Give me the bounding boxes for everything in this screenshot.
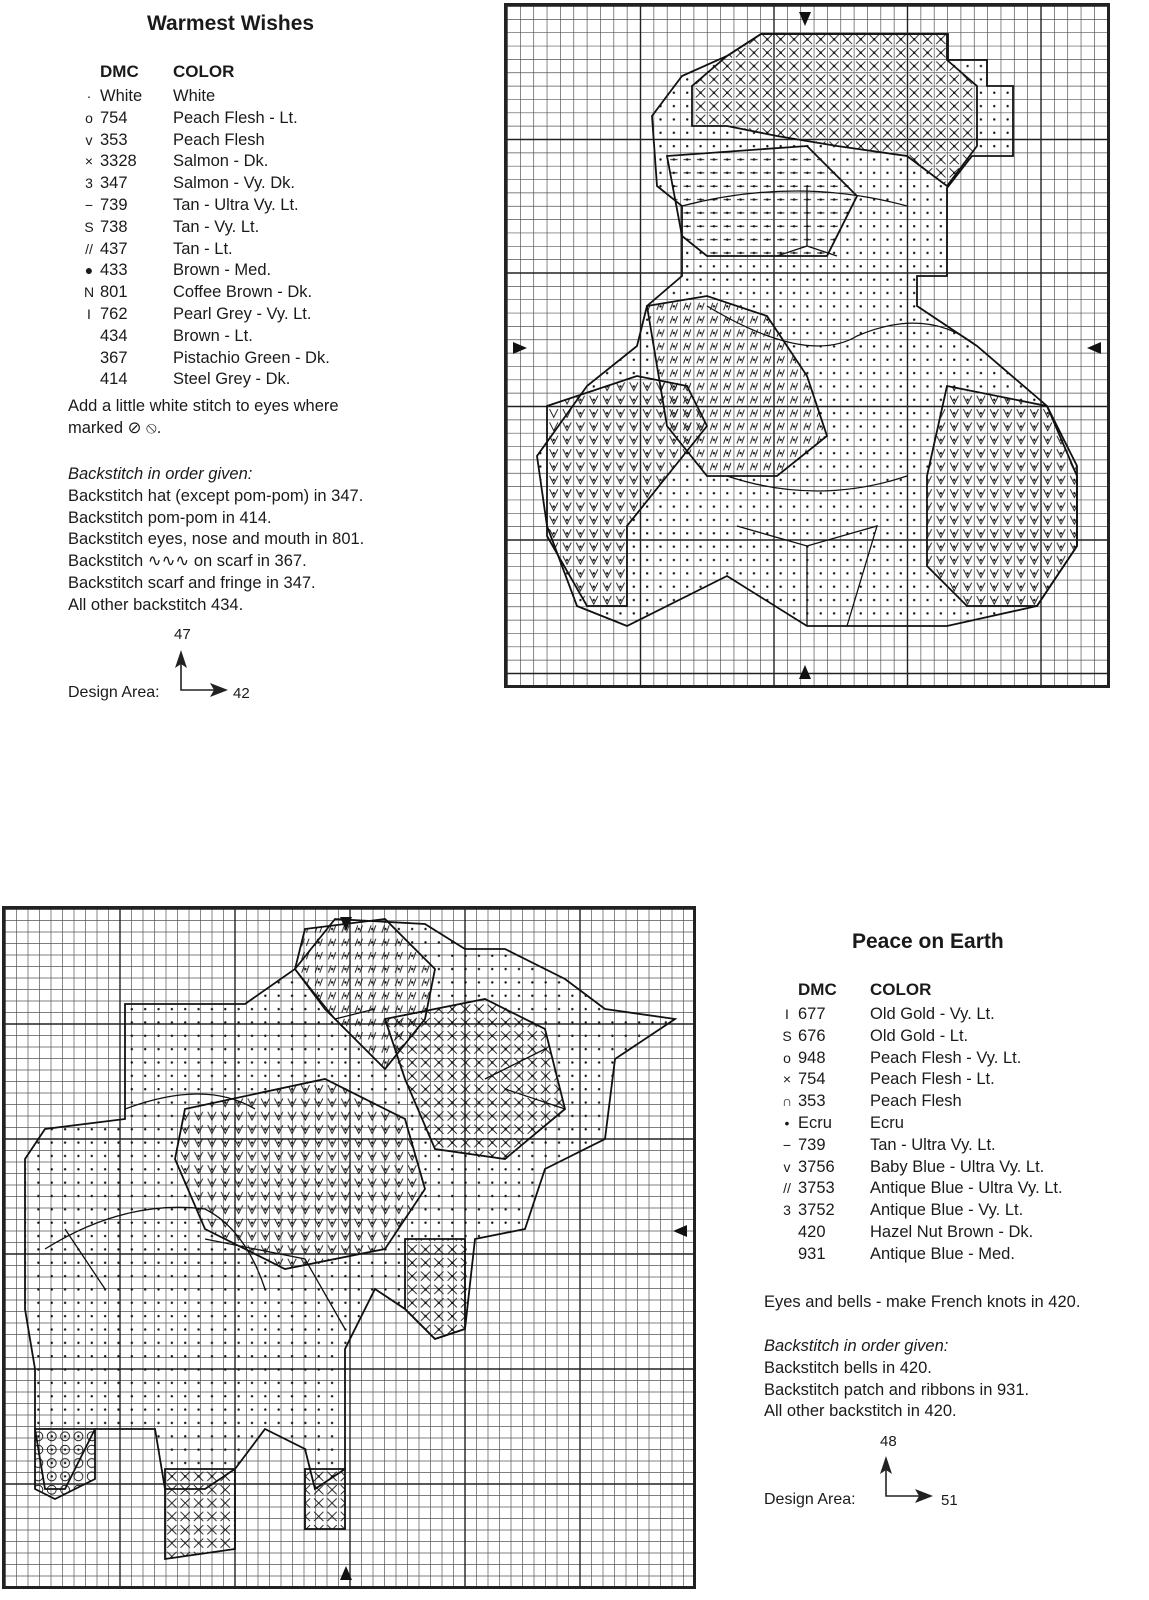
dmc-code: Ecru — [798, 1113, 832, 1132]
peace-on-earth-chart — [2, 906, 696, 1589]
legend-rows — [778, 1004, 1138, 1266]
dmc-code: 353 — [798, 1092, 826, 1111]
backstitch-instruction: All other backstitch 434. — [68, 595, 244, 614]
warmest-wishes-title: Warmest Wishes — [147, 12, 315, 35]
dmc-code: 367 — [100, 348, 128, 367]
color-name: Salmon - Vy. Dk. — [173, 174, 295, 193]
legend-header — [80, 62, 410, 86]
dmc-code: 801 — [100, 283, 128, 302]
backstitch-instruction: Backstitch hat (except pom-pom) in 347. — [68, 486, 364, 505]
color-name: Antique Blue - Vy. Lt. — [870, 1201, 1024, 1220]
stitch-symbol: S — [84, 218, 94, 235]
dmc-code: 434 — [100, 326, 128, 345]
color-name: Pistachio Green - Dk. — [173, 348, 330, 367]
design-area-label: Design Area: — [764, 1491, 856, 1508]
legend-row — [80, 326, 410, 348]
stitch-symbol: ∩ — [781, 1093, 793, 1110]
dmc-code: 762 — [100, 304, 128, 323]
color-name: Peach Flesh - Vy. Lt. — [870, 1048, 1022, 1067]
dmc-code: 3756 — [798, 1157, 835, 1176]
peace-french-knot-note: Eyes and bells - make French knots in 420. — [764, 1293, 1081, 1311]
legend-row — [80, 108, 410, 130]
warmest-white-note — [68, 396, 339, 440]
stitch-symbol: I — [87, 305, 91, 322]
chart-grid — [5, 909, 693, 1586]
legend-row — [80, 217, 410, 239]
color-name: Hazel Nut Brown - Dk. — [870, 1222, 1034, 1241]
stitch-symbol: v — [85, 131, 93, 148]
dmc-code: 420 — [798, 1222, 826, 1241]
warmest-wishes-chart — [504, 3, 1110, 688]
color-name: Tan - Ultra Vy. Lt. — [870, 1135, 996, 1154]
legend-row — [778, 1222, 1138, 1244]
color-name: Peach Flesh — [173, 130, 265, 149]
dmc-code: 437 — [100, 239, 128, 258]
legend-row — [80, 239, 410, 261]
legend-rows — [80, 86, 410, 391]
legend-row — [80, 260, 410, 282]
dmc-code: 948 — [798, 1048, 826, 1067]
backstitch-list — [764, 1358, 1029, 1423]
dmc-code: 3753 — [798, 1179, 835, 1198]
dmc-code: 738 — [100, 217, 128, 236]
color-column-header: COLOR — [870, 980, 932, 999]
color-name: Coffee Brown - Dk. — [173, 283, 313, 302]
stitch-symbol: × — [84, 153, 94, 170]
legend-header — [778, 980, 1138, 1004]
warmest-backstitch-notes — [68, 464, 364, 617]
white-note-line2: marked ⊘ ⦸. — [68, 418, 162, 437]
color-name: Baby Blue - Ultra Vy. Lt. — [870, 1157, 1045, 1176]
dmc-code: 433 — [100, 261, 128, 280]
legend-row — [80, 369, 410, 391]
backstitch-instruction: All other backstitch in 420. — [764, 1402, 957, 1421]
legend-row — [778, 1178, 1138, 1200]
warmest-legend — [80, 62, 410, 391]
pattern-region — [305, 1469, 345, 1529]
backstitch-instruction: Backstitch ∿∿∿ on scarf in 367. — [68, 552, 307, 571]
design-height: 47 — [174, 626, 191, 643]
color-name: Peach Flesh — [870, 1092, 962, 1111]
dmc-code: White — [100, 87, 143, 105]
color-name: Tan - Ultra Vy. Lt. — [173, 195, 299, 214]
legend-row — [80, 195, 410, 217]
legend-row — [80, 304, 410, 326]
color-name: Steel Grey - Dk. — [173, 370, 291, 389]
backstitch-heading: Backstitch in order given: — [764, 1337, 949, 1355]
color-name: Peach Flesh - Lt. — [870, 1070, 995, 1089]
pattern-region — [405, 1239, 465, 1339]
backstitch-instruction: Backstitch scarf and fringe in 347. — [68, 573, 316, 592]
color-name: Tan - Lt. — [173, 239, 233, 258]
design-area-arrow-icon — [873, 1452, 943, 1508]
design-width: 51 — [941, 1492, 958, 1509]
backstitch-instruction: Backstitch eyes, nose and mouth in 801. — [68, 530, 365, 549]
peace-on-earth-title: Peace on Earth — [852, 930, 1004, 953]
color-name: Brown - Med. — [173, 261, 272, 280]
color-name: Salmon - Dk. — [173, 152, 269, 171]
stitch-symbol: o — [85, 109, 93, 126]
legend-row — [778, 1244, 1138, 1266]
dmc-code: 677 — [798, 1005, 826, 1023]
legend-row — [80, 151, 410, 173]
stitch-symbol: ● — [84, 262, 94, 279]
color-column-header: COLOR — [173, 62, 235, 81]
legend-row — [778, 1048, 1138, 1070]
pattern-region — [927, 386, 1077, 606]
pattern-region — [35, 1429, 95, 1499]
legend-row — [778, 1026, 1138, 1048]
dmc-code: 739 — [798, 1135, 826, 1154]
dmc-code: 754 — [798, 1070, 826, 1089]
stitch-symbol: // — [85, 240, 93, 257]
legend-row — [778, 1069, 1138, 1091]
white-note-line1: Add a little white stitch to eyes where — [68, 397, 339, 415]
design-width: 42 — [233, 685, 250, 702]
stitch-symbol: S — [782, 1027, 792, 1044]
dmc-code: 3328 — [100, 152, 137, 171]
dmc-code: 353 — [100, 130, 128, 149]
color-name: White — [173, 87, 216, 105]
stitch-symbol: × — [782, 1071, 792, 1088]
peace-legend — [778, 980, 1138, 1266]
dmc-column-header: DMC — [100, 62, 139, 81]
legend-row — [80, 86, 410, 108]
dmc-code: 414 — [100, 370, 128, 389]
design-area-label: Design Area: — [68, 684, 160, 701]
pattern-region — [165, 1469, 235, 1559]
backstitch-instruction: Backstitch pom-pom in 414. — [68, 508, 272, 527]
center-arrow-icon — [673, 1225, 687, 1237]
legend-row — [778, 1113, 1138, 1135]
legend-row — [778, 1200, 1138, 1222]
stitch-symbol: I — [785, 1006, 789, 1022]
backstitch-list — [68, 486, 364, 617]
legend-row — [80, 173, 410, 195]
stitch-symbol: − — [84, 196, 94, 213]
stitch-symbol: o — [783, 1049, 791, 1066]
legend-row — [80, 282, 410, 304]
design-area-arrow-icon — [168, 646, 238, 702]
color-name: Antique Blue - Med. — [870, 1244, 1015, 1263]
stitch-symbol: · — [86, 88, 92, 104]
dmc-column-header: DMC — [798, 980, 837, 999]
legend-row — [778, 1091, 1138, 1113]
stitch-symbol: • — [784, 1114, 790, 1131]
color-name: Pearl Grey - Vy. Lt. — [173, 304, 312, 323]
eye-mark-icon: ⊘ ⦸. — [127, 418, 162, 437]
center-arrow-icon — [1087, 342, 1101, 354]
design-height: 48 — [880, 1433, 897, 1450]
color-name: Old Gold - Vy. Lt. — [870, 1005, 995, 1023]
color-name: Peach Flesh - Lt. — [173, 108, 298, 127]
color-name: Ecru — [870, 1113, 904, 1132]
dmc-code: 3752 — [798, 1201, 835, 1220]
legend-row — [80, 130, 410, 152]
dmc-code: 754 — [100, 108, 128, 127]
backstitch-instruction: Backstitch patch and ribbons in 931. — [764, 1380, 1030, 1399]
dmc-code: 347 — [100, 174, 128, 193]
backstitch-instruction: Backstitch bells in 420. — [764, 1358, 932, 1377]
stitch-symbol: N — [83, 284, 95, 301]
chart-grid — [507, 6, 1107, 685]
stitch-symbol: − — [782, 1136, 792, 1153]
stitch-symbol: v — [783, 1158, 791, 1175]
color-name: Brown - Lt. — [173, 326, 253, 345]
color-name: Tan - Vy. Lt. — [173, 217, 260, 236]
legend-row — [778, 1157, 1138, 1179]
dmc-code: 739 — [100, 195, 128, 214]
dmc-code: 676 — [798, 1026, 826, 1045]
stitch-symbol: 3 — [85, 175, 93, 192]
backstitch-heading: Backstitch in order given: — [68, 465, 253, 483]
stitch-symbol: // — [783, 1180, 791, 1197]
peace-backstitch-notes — [764, 1336, 1029, 1423]
color-name: Antique Blue - Ultra Vy. Lt. — [870, 1179, 1063, 1198]
stitch-symbol: 3 — [783, 1202, 791, 1219]
legend-row — [778, 1135, 1138, 1157]
color-name: Old Gold - Lt. — [870, 1026, 969, 1045]
legend-row — [80, 348, 410, 370]
dmc-code: 931 — [798, 1244, 826, 1263]
legend-row — [778, 1004, 1138, 1026]
